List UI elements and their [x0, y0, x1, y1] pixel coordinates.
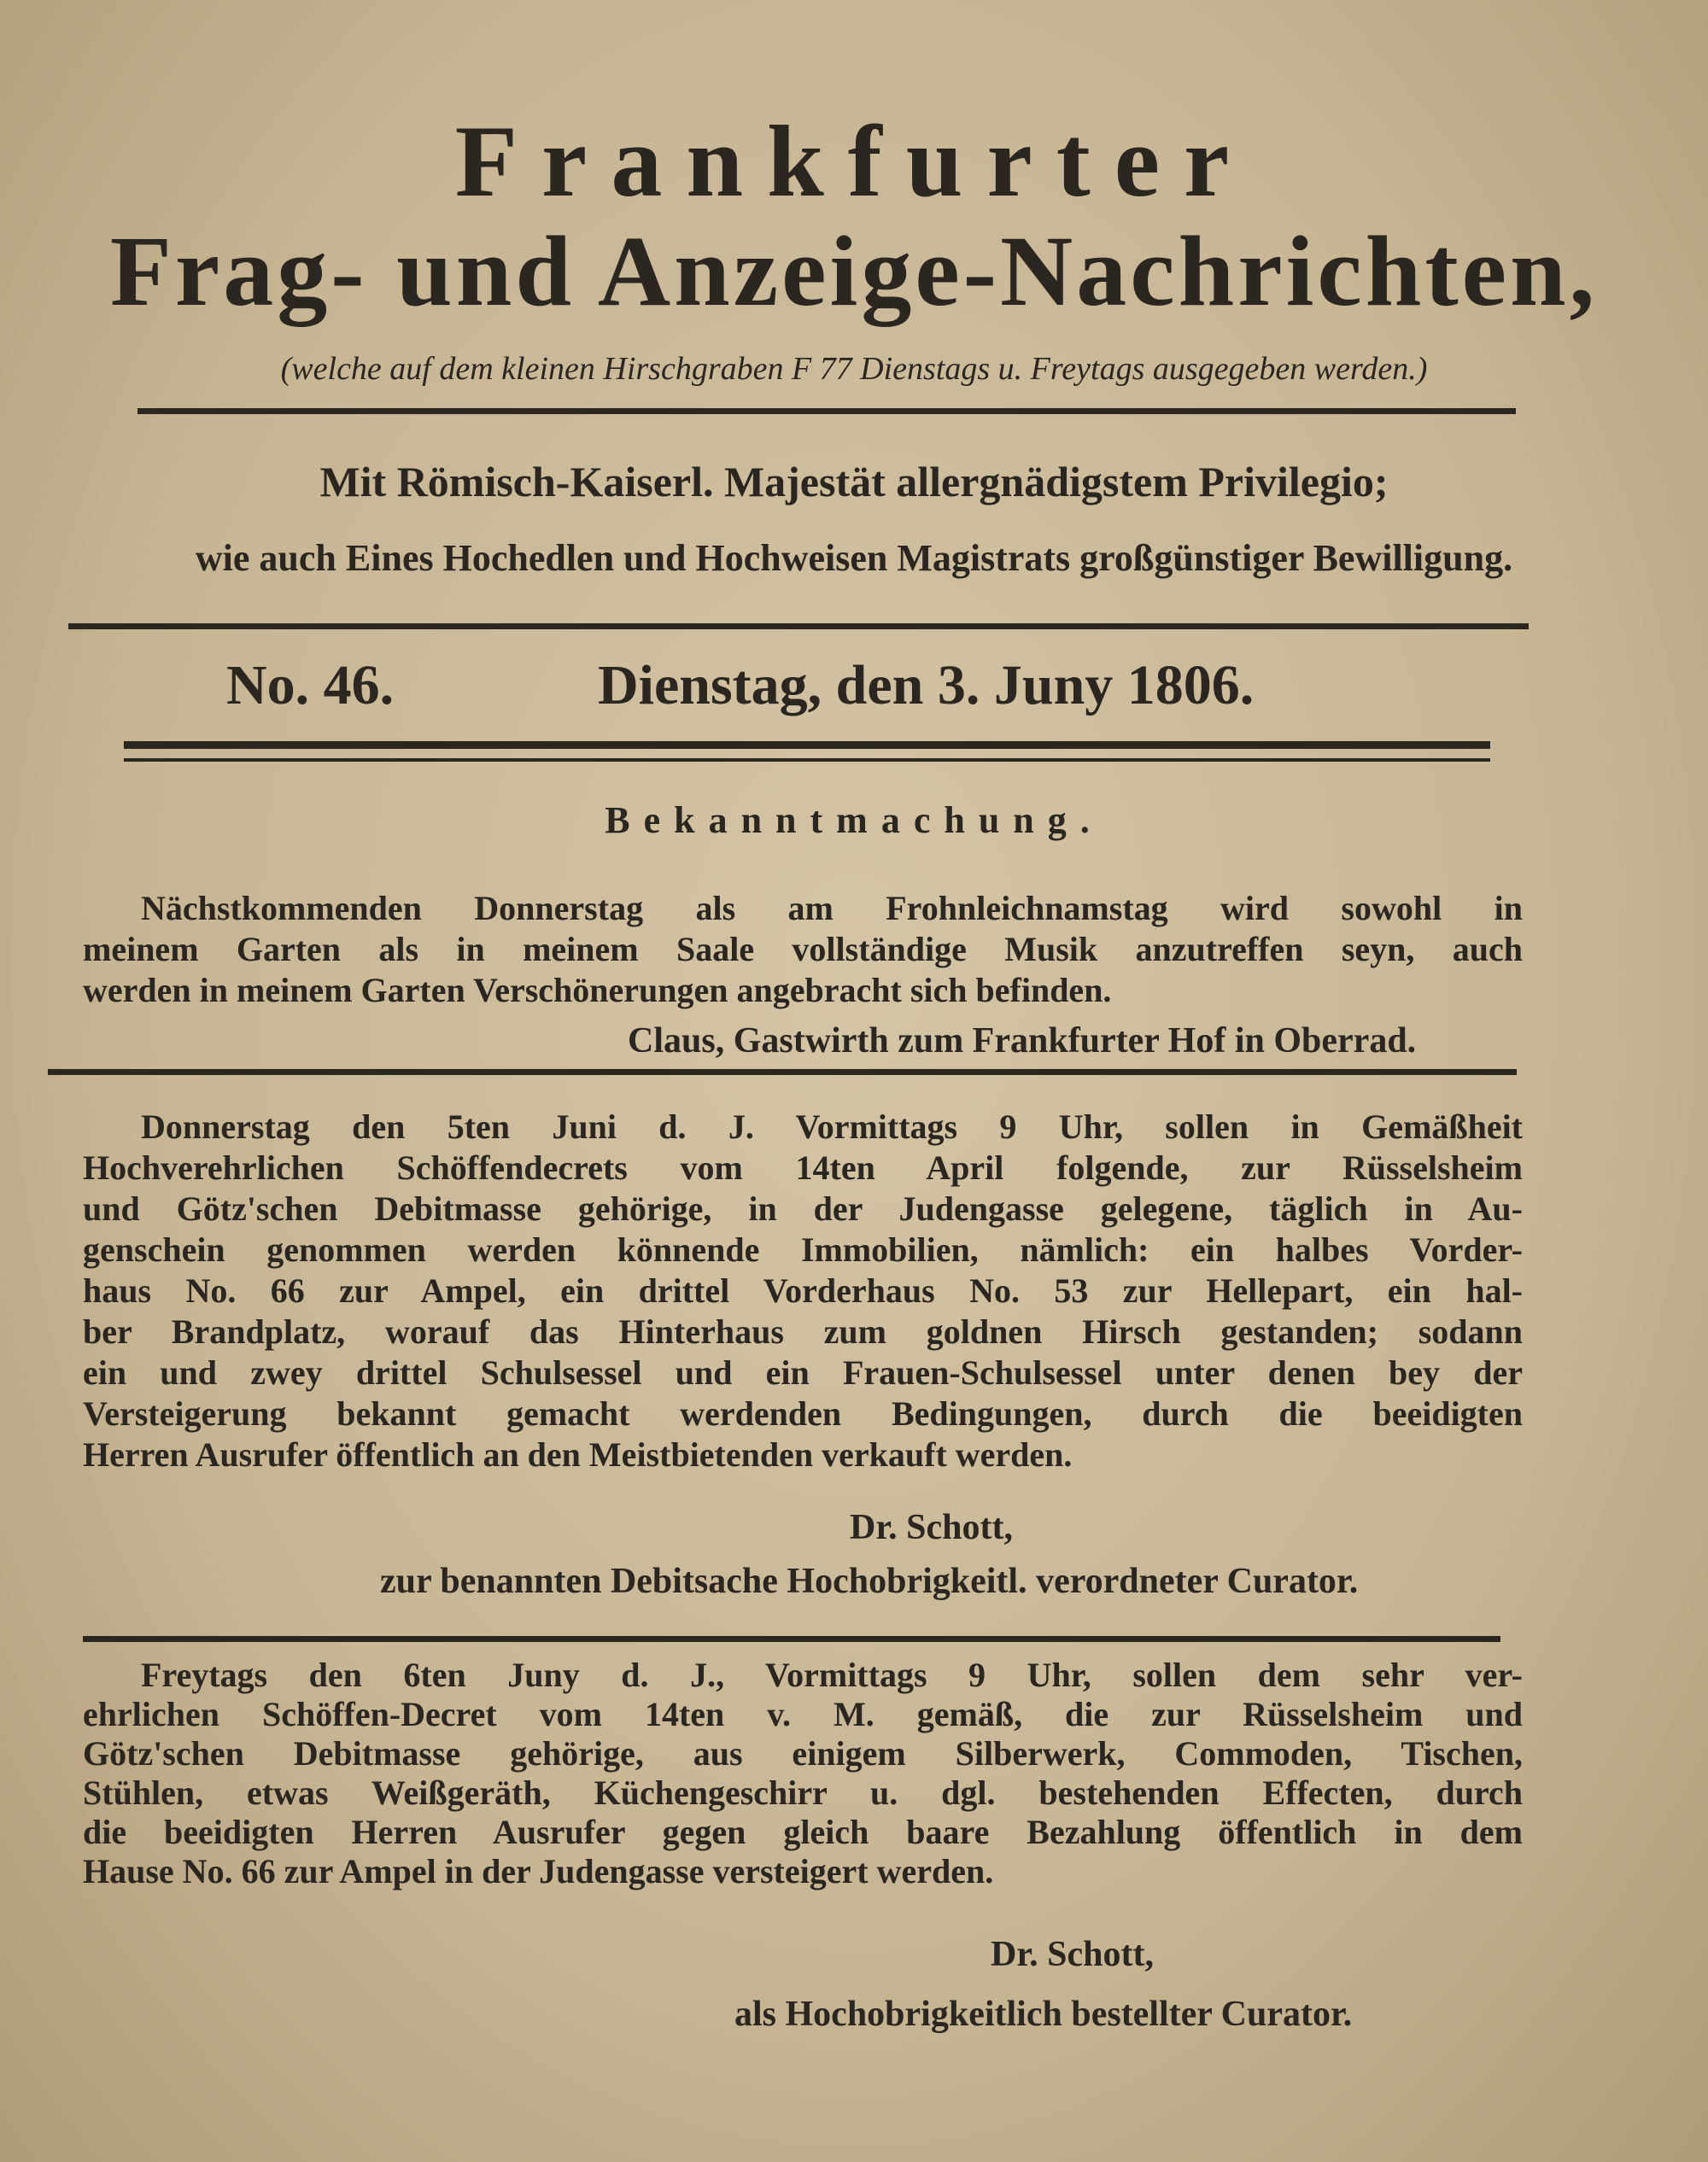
privilege-line: wie auch Eines Hochedlen und Hochweisen Magistrats großgünstiger Bewilligung.	[195, 537, 1513, 579]
divider	[68, 623, 1529, 629]
divider	[124, 741, 1490, 749]
privilege-line: Mit Römisch-Kaiserl. Majestät allergnädigstem Privilegio;	[319, 458, 1389, 505]
notice-line: haus No. 66 zur Ampel, ein drittel Vorderhaus No. 53 zur Hellepart, ein hal-	[83, 1271, 1523, 1310]
notice-line: Hochverehrlichen Schöffendecrets vom 14ten April folgende, zur Rüsselsheim	[83, 1148, 1523, 1187]
issue-number: No. 46.	[226, 654, 395, 716]
notice-signature: zur benannten Debitsache Hochobrigkeitl. verordneter Curator.	[380, 1562, 1359, 1601]
notice-line: werden in meinem Garten Verschönerungen angebracht sich befinden.	[83, 971, 1112, 1009]
masthead-subtitle-title: Frag- und Anzeige-Nachrichten,	[109, 215, 1599, 327]
notice-line: meinem Garten als in meinem Saale vollständige Musik anzutreffen seyn, auch	[83, 930, 1523, 968]
notice-heading: Bekanntmachung.	[605, 799, 1103, 841]
notice-line: Götz'schen Debitmasse gehörige, aus einigem Silberwerk, Commoden, Tischen,	[83, 1734, 1523, 1773]
notice-signature: Claus, Gastwirth zum Frankfurter Hof in Oberrad.	[628, 1021, 1417, 1061]
notice-line: die beeidigten Herren Ausrufer gegen gleich baare Bezahlung öffentlich in dem	[83, 1813, 1523, 1851]
divider	[48, 1069, 1517, 1075]
notice-signature: Dr. Schott,	[850, 1508, 1013, 1547]
notice-line: Freytags den 6ten Juny d. J., Vormittags 9 Uhr, sollen dem sehr ver-	[141, 1656, 1523, 1694]
divider	[137, 408, 1516, 414]
issue-date: Dienstag, den 3. Juny 1806.	[598, 654, 1255, 716]
notice-line: Nächstkommenden Donnerstag als am Frohnleichnamstag wird sowohl in	[141, 889, 1523, 927]
notice-line: Donnerstag den 5ten Juni d. J. Vormittags 9 Uhr, sollen in Gemäßheit	[141, 1107, 1523, 1146]
notice-line: Stühlen, etwas Weißgeräth, Küchengeschirr u. dgl. bestehenden Effecten, durch	[83, 1773, 1523, 1812]
publication-note: (welche auf dem kleinen Hirschgraben F 77 Dienstags u. Freytags ausgegeben werden.)	[280, 351, 1428, 387]
divider	[124, 758, 1490, 762]
notice-signature: als Hochobrigkeitlich bestellter Curator.	[734, 1995, 1353, 2034]
notice-line: Hause No. 66 zur Ampel in der Judengasse versteigert werden.	[83, 1852, 994, 1890]
divider	[83, 1636, 1500, 1642]
notice-line: Herren Ausrufer öffentlich an den Meistbietenden verkauft werden.	[83, 1435, 1073, 1474]
masthead-title: Frankfurter	[454, 104, 1254, 218]
notice-line: und Götz'schen Debitmasse gehörige, in der Judengasse gelegene, täglich in Au-	[83, 1189, 1523, 1228]
notice-signature: Dr. Schott,	[991, 1935, 1154, 1974]
notice-line: ber Brandplatz, worauf das Hinterhaus zum goldnen Hirsch gestanden; sodann	[83, 1312, 1523, 1351]
notice-line: Versteigerung bekannt gemacht werdenden Bedingungen, durch die beeidigten	[83, 1394, 1523, 1433]
notice-line: ehrlichen Schöffen-Decret vom 14ten v. M. gemäß, die zur Rüsselsheim und	[83, 1695, 1523, 1733]
notice-line: ein und zwey drittel Schulsessel und ein Frauen-Schulsessel unter denen bey der	[83, 1353, 1523, 1392]
notice-line: genschein genommen werden könnende Immobilien, nämlich: ein halbes Vorder-	[83, 1230, 1523, 1269]
